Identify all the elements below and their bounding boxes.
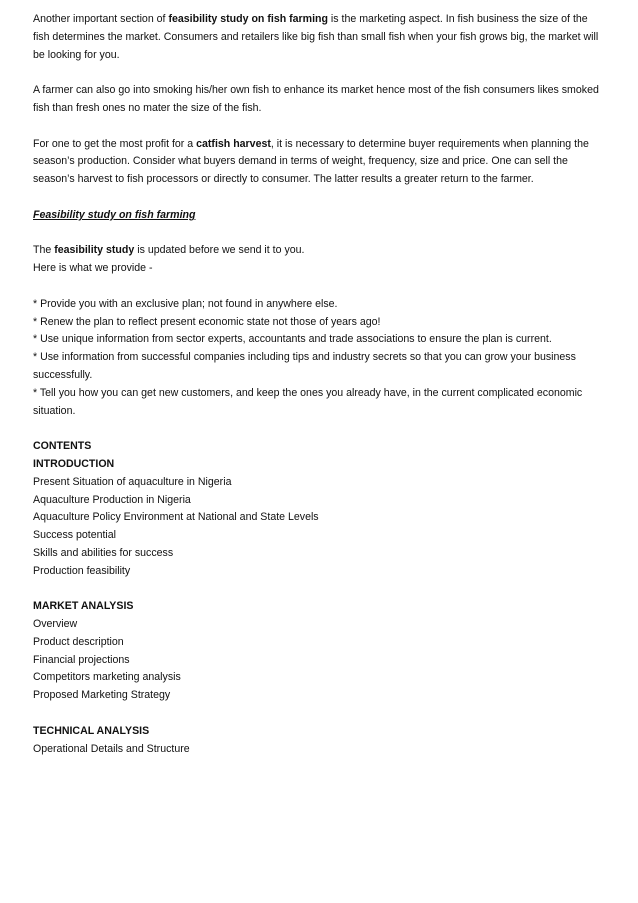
provide-intro: Here is what we provide -	[33, 262, 153, 275]
marketing-paragraph-text	[33, 11, 604, 64]
spacer	[33, 420, 604, 438]
market-analysis-heading: MARKET ANALYSIS	[33, 600, 134, 613]
list-item: Competitors marketing analysis	[33, 671, 181, 684]
spacer	[33, 705, 604, 723]
list-item: Aquaculture Production in Nigeria	[33, 493, 191, 506]
list-item: Financial projections	[33, 653, 130, 666]
smoking-paragraph	[33, 82, 604, 118]
spacer	[33, 189, 604, 207]
list-item: Product description	[33, 635, 124, 648]
text-span: is the marketing aspect. In fish business the size of the fish determines the market. Consumers and retailers like big fish than small fish when your fish grows big, the market will be looking for you.	[33, 13, 599, 61]
list-item: * Tell you how you can get new customers, and keep the ones you already have, in the current complicated economic situation.	[33, 386, 583, 417]
bold-term: catfish harvest	[196, 137, 271, 150]
spacer	[33, 278, 604, 296]
spacer	[33, 64, 604, 82]
bold-term: feasibility study	[54, 244, 135, 257]
bullet-list	[33, 296, 604, 421]
marketing-paragraph	[33, 11, 604, 64]
technical-analysis-list	[33, 741, 604, 759]
text-span: Another important section of	[33, 13, 169, 25]
list-item: Proposed Marketing Strategy	[33, 689, 171, 702]
spacer	[33, 581, 604, 599]
list-item: * Renew the plan to reflect present economic state not those of years ago!	[33, 315, 381, 328]
text-span: , it is necessary to determine buyer requirements when planning the season’s production. Consider what buyers demand in terms of weight, frequency, size and price. One can sell the season’s harvest to fish processors or directly to consumer. The latter results a greater return to the farmer.	[33, 137, 589, 186]
list-item: * Use unique information from sector experts, accountants and trade associations to ensure the plan is current.	[33, 333, 552, 346]
text-span: For one to get the most profit for a	[33, 137, 197, 150]
text-span: The	[33, 244, 55, 257]
spacer	[33, 118, 604, 136]
profit-paragraph	[33, 136, 604, 189]
list-item: Skills and abilities for success	[33, 546, 174, 559]
spacer	[33, 225, 604, 243]
introduction-heading: INTRODUCTION	[33, 457, 115, 470]
text-span: is updated before we send it to you.	[134, 244, 305, 257]
list-item: Overview	[33, 618, 78, 631]
list-item: Production feasibility	[33, 564, 131, 577]
list-item: * Use information from successful companies including tips and industry secrets so that you can grow your business successfully.	[33, 351, 576, 381]
list-item: Aquaculture Policy Environment at National and State Levels	[33, 511, 319, 524]
list-item: Success potential	[33, 529, 117, 542]
bold-term: feasibility study on fish farming	[168, 13, 328, 25]
list-item: Operational Details and Structure	[33, 742, 190, 755]
profit-paragraph-text	[33, 136, 604, 189]
feasibility-study-link[interactable]: Feasibility study on fish farming	[33, 208, 196, 221]
list-item: Present Situation of aquaculture in Nigeria	[33, 475, 232, 488]
introduction-list	[33, 474, 604, 581]
updated-line	[33, 242, 604, 260]
list-item: * Provide you with an exclusive plan; not found in anywhere else.	[33, 297, 338, 310]
contents-heading: CONTENTS	[33, 440, 92, 453]
market-analysis-list	[33, 616, 604, 705]
technical-analysis-heading: TECHNICAL ANALYSIS	[33, 724, 150, 737]
smoking-paragraph-text: A farmer can also go into smoking his/her own fish to enhance its market hence most of the fish consumers likes smoked fish than fresh ones no mater the size of the fish.	[33, 84, 599, 114]
